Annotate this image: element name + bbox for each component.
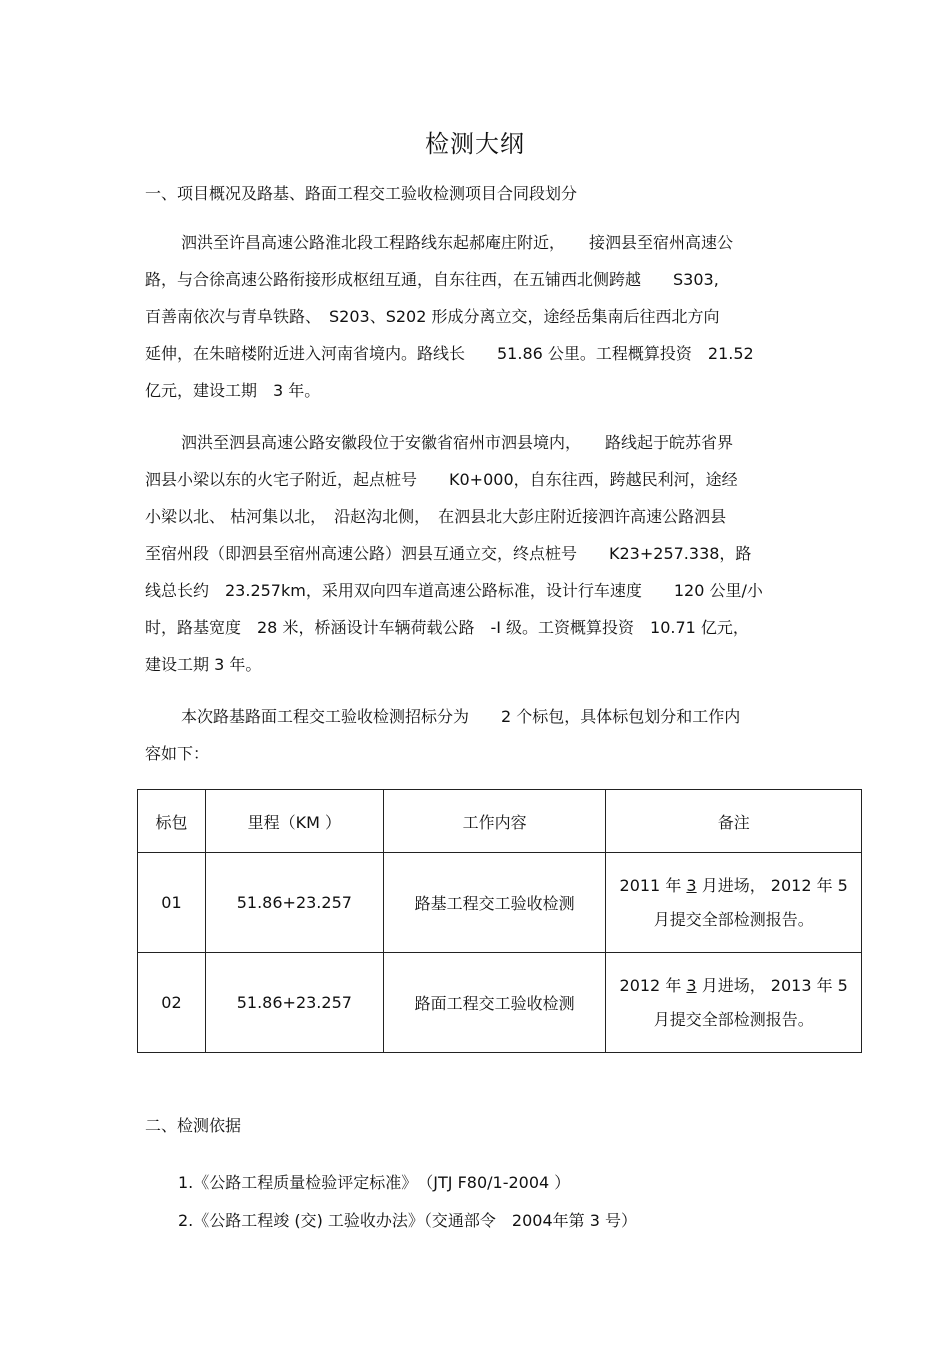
remark-line-2: 月提交全部检测报告。 [653,1009,814,1029]
remark-line-1 [606,969,861,1003]
paragraph-line: 百善南依次与青阜铁路、 S203、S202 形成分离立交，途经岳集南后往西北方向 [145,307,720,326]
remark-year: 2012 年 [619,975,687,995]
paragraph-line: 时，路基宽度 28 米，桥涵设计车辆荷载公路 -I 级。工资概算投资 10.71 亿元， [145,618,749,637]
cell-package: 02 [138,953,206,1053]
table-row [138,853,862,953]
section-2-heading: 二、检测依据 [145,1116,242,1135]
paragraph-line: 延伸，在朱暗楼附近进入河南省境内。路线长 51.86 公里。工程概算投资 21.52 [145,344,754,363]
paragraph-line: 建设工期 3 年。 [145,655,262,674]
remark-month: 3 [686,975,697,995]
remark-tail: 月进场， 2012 年 5 [696,875,848,895]
paragraph-line: 路，与合徐高速公路衔接形成枢纽互通，自东往西，在五铺西北侧跨越 S303, [145,270,719,289]
paragraph-line: 容如下： [145,744,210,763]
cell-content: 路面工程交工验收检测 [383,953,606,1053]
paragraph-line: 本次路基路面工程交工验收检测招标分为 2 个标包，具体标包划分和工作内 [181,707,741,726]
paragraph-line: 泗洪至泗县高速公路安徽段位于安徽省宿州市泗县境内， 路线起于皖苏省界 [181,433,734,452]
section-1-heading: 一、项目概况及路基、路面工程交工验收检测项目合同段划分 [145,184,578,203]
remark-tail: 月进场， 2013 年 5 [696,975,848,995]
remark-year: 2011 年 [619,875,687,895]
cell-remark [606,853,862,953]
cell-mileage: 51.86+23.257 [205,853,383,953]
cell-content: 路基工程交工验收检测 [383,853,606,953]
cell-remark [606,953,862,1053]
table-header-row [138,790,862,853]
cell-package: 01 [138,853,206,953]
table-row [138,953,862,1053]
remark-line-1 [606,869,861,903]
header-mileage: 里程（KM ） [205,790,383,853]
remark-line-2: 月提交全部检测报告。 [653,909,814,929]
paragraph-line: 小梁以北、 枯河集以北， 沿赵沟北侧， 在泗县北大彭庄附近接泗许高速公路泗县 [145,507,727,526]
reference-item: 1.《公路工程质量检验评定标准》 （JTJ F80/1-2004 ） [178,1173,571,1192]
cell-mileage: 51.86+23.257 [205,953,383,1053]
paragraph-line: 线总长约 23.257km，采用双向四车道高速公路标准，设计行车速度 120 公里/小 [145,581,763,600]
paragraph-line: 泗洪至许昌高速公路淮北段工程路线东起郝庵庄附近， 接泗县至宿州高速公 [181,233,734,252]
header-package: 标包 [138,790,206,853]
remark-month: 3 [686,875,697,895]
reference-item: 2.《公路工程竣 (交) 工验收办法》（交通部令 2004年第 3 号） [178,1211,637,1230]
paragraph-line: 至宿州段（即泗县至宿州高速公路）泗县互通立交，终点桩号 K23+257.338，路 [145,544,752,563]
package-table [137,789,862,1053]
header-content: 工作内容 [383,790,606,853]
paragraph-line: 亿元，建设工期 3 年。 [145,381,321,400]
document-title: 检测大纲 [425,130,525,158]
header-remark: 备注 [606,790,862,853]
paragraph-line: 泗县小梁以东的火宅子附近，起点桩号 K0+000，自东往西，跨越民利河，途经 [145,470,738,489]
